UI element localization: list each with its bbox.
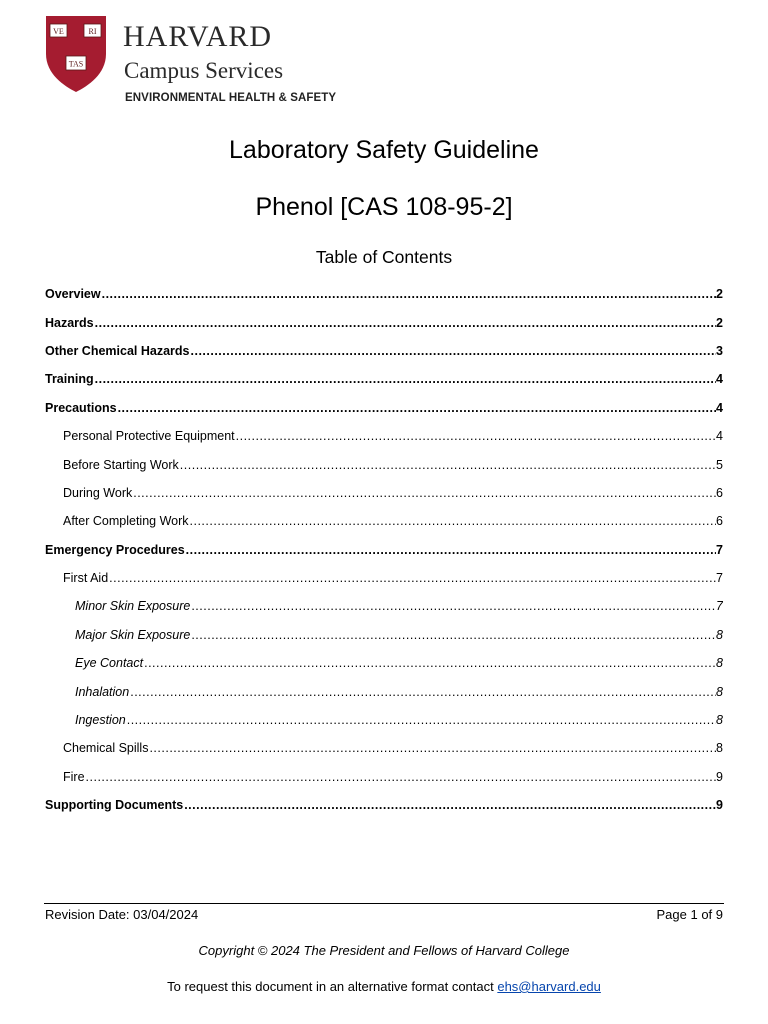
toc-entry[interactable] <box>45 536 723 564</box>
logo-org-name: HARVARD <box>123 20 273 53</box>
toc-entry-label: Eye Contact <box>75 656 144 671</box>
harvard-logo <box>44 14 348 108</box>
toc-entry[interactable] <box>45 365 723 393</box>
toc-entry-page: 6 <box>716 485 723 500</box>
toc-entry[interactable] <box>45 280 723 308</box>
toc-dot-leader <box>190 514 717 528</box>
toc-dot-leader <box>95 316 716 330</box>
table-of-contents <box>45 280 723 819</box>
toc-entry-page: 7 <box>716 571 723 586</box>
toc-dot-leader <box>236 429 716 443</box>
toc-dot-leader <box>118 401 716 415</box>
toc-entry-page: 7 <box>716 542 723 557</box>
toc-entry-label: Precautions <box>45 400 117 415</box>
toc-entry-page: 3 <box>716 343 723 358</box>
toc-dot-leader <box>144 656 716 670</box>
document-subtitle: Phenol [CAS 108-95-2] <box>255 193 513 221</box>
toc-entry-page: 2 <box>716 315 723 330</box>
toc-entry[interactable] <box>45 564 723 592</box>
toc-entry-page: 6 <box>716 514 723 529</box>
toc-entry[interactable] <box>45 422 723 450</box>
toc-entry-label: Major Skin Exposure <box>75 627 191 642</box>
toc-entry-page: 8 <box>716 627 723 642</box>
toc-entry-label: Hazards <box>45 315 94 330</box>
toc-entry-label: During Work <box>63 485 133 500</box>
toc-entry-page: 7 <box>716 599 723 614</box>
toc-entry-page: 8 <box>716 713 723 728</box>
toc-entry-label: First Aid <box>63 571 109 586</box>
toc-entry-page: 4 <box>716 372 723 387</box>
toc-dot-leader <box>191 628 716 642</box>
toc-entry-label: Supporting Documents <box>45 798 184 813</box>
toc-entry[interactable] <box>45 450 723 478</box>
toc-entry[interactable] <box>45 337 723 365</box>
toc-entry-label: Personal Protective Equipment <box>63 429 235 444</box>
toc-dot-leader <box>130 685 716 699</box>
toc-entry-label: Training <box>45 372 94 387</box>
toc-entry-label: Other Chemical Hazards <box>45 343 190 358</box>
toc-entry-label: Minor Skin Exposure <box>75 599 191 614</box>
footer-divider <box>44 903 724 904</box>
toc-dot-leader <box>109 571 716 585</box>
shield-word-3: TAS <box>68 59 84 69</box>
toc-dot-leader <box>133 486 716 500</box>
alt-format-text: To request this document in an alternative format contact <box>167 979 498 994</box>
shield-word-1: VE <box>53 27 64 36</box>
toc-dot-leader <box>180 458 716 472</box>
toc-heading: Table of Contents <box>315 247 453 267</box>
toc-entry-label: Inhalation <box>75 684 130 699</box>
shield-word-2: RI <box>88 27 97 36</box>
toc-entry-page: 5 <box>716 457 723 472</box>
toc-entry-page: 8 <box>716 684 723 699</box>
toc-entry-page: 8 <box>716 656 723 671</box>
toc-entry[interactable] <box>45 479 723 507</box>
toc-dot-leader <box>191 344 717 358</box>
toc-entry-label: Chemical Spills <box>63 741 149 756</box>
toc-entry-label: Fire <box>63 769 85 784</box>
toc-entry[interactable] <box>45 394 723 422</box>
toc-entry[interactable] <box>45 706 723 734</box>
toc-entry-page: 9 <box>716 798 723 813</box>
toc-entry-label: Before Starting Work <box>63 457 179 472</box>
toc-dot-leader <box>191 599 716 613</box>
alt-format-notice <box>0 979 768 994</box>
toc-entry[interactable] <box>45 763 723 791</box>
toc-entry[interactable] <box>45 308 723 336</box>
toc-entry-page: 4 <box>716 400 723 415</box>
logo-department: ENVIRONMENTAL HEALTH & SAFETY <box>125 92 337 104</box>
toc-entry[interactable] <box>45 621 723 649</box>
toc-entry[interactable] <box>45 677 723 705</box>
toc-entry-label: Overview <box>45 287 101 302</box>
harvard-shield-icon <box>44 14 108 94</box>
toc-entry-page: 4 <box>716 429 723 444</box>
toc-entry-label: Emergency Procedures <box>45 542 185 557</box>
toc-entry-label: Ingestion <box>75 713 126 728</box>
toc-entry-page: 2 <box>716 287 723 302</box>
document-title: Laboratory Safety Guideline <box>229 136 539 164</box>
revision-date: Revision Date: 03/04/2024 <box>45 907 199 922</box>
toc-entry[interactable] <box>45 507 723 535</box>
toc-entry[interactable] <box>45 649 723 677</box>
toc-dot-leader <box>186 543 716 557</box>
toc-dot-leader <box>102 287 716 301</box>
toc-dot-leader <box>95 372 716 386</box>
toc-dot-leader <box>149 741 716 755</box>
contact-email-link[interactable]: ehs@harvard.edu <box>497 979 601 994</box>
copyright-notice: Copyright © 2024 The President and Fellows of Harvard College <box>198 943 570 958</box>
toc-entry-page: 9 <box>716 769 723 784</box>
toc-dot-leader <box>184 798 716 812</box>
toc-entry-label: After Completing Work <box>63 514 189 529</box>
page-indicator: Page 1 of 9 <box>656 907 723 922</box>
logo-unit-name: Campus Services <box>124 58 284 83</box>
toc-dot-leader <box>127 713 716 727</box>
toc-entry[interactable] <box>45 592 723 620</box>
toc-entry[interactable] <box>45 791 723 819</box>
toc-entry[interactable] <box>45 734 723 762</box>
toc-dot-leader <box>86 770 717 784</box>
toc-entry-page: 8 <box>716 741 723 756</box>
